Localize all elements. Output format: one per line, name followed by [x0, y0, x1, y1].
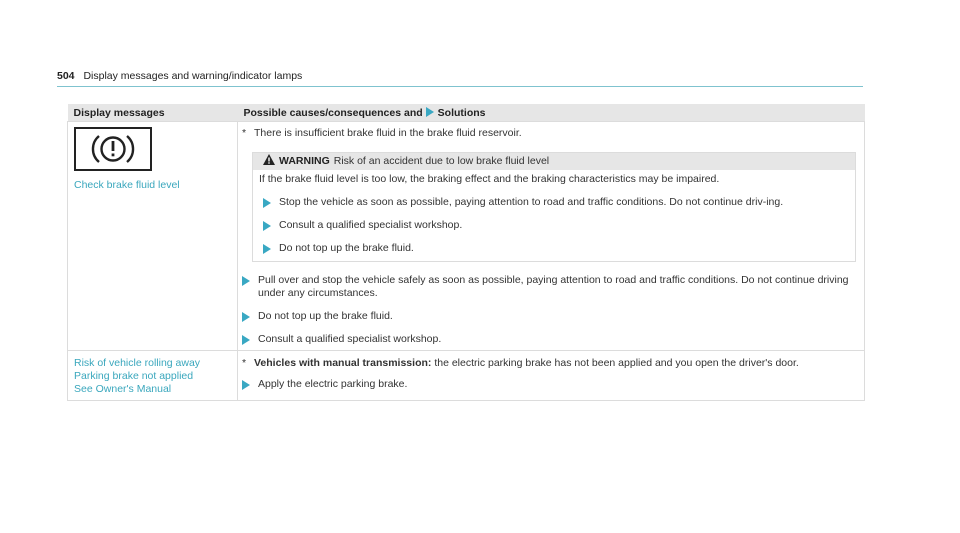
table-header-row	[68, 104, 865, 122]
page-number: 504	[57, 70, 75, 82]
message-cell	[68, 122, 238, 351]
warning-label: WARNING	[279, 155, 330, 167]
warning-title: Risk of an accident due to low brake fluid level	[333, 155, 550, 167]
arrow-icon	[263, 244, 271, 254]
solution-bullet: Apply the electric parking brake.	[238, 378, 864, 391]
warning-triangle-icon	[263, 154, 275, 165]
warning-bullet: Stop the vehicle as soon as possible, paying attention to road and traffic conditions. Do not continue driv-ing.	[259, 196, 849, 209]
brake-warning-icon-graphic	[87, 131, 139, 167]
message-check-brake-fluid: Check brake fluid level	[74, 179, 180, 191]
header-rule	[57, 86, 863, 87]
arrow-icon	[426, 107, 434, 117]
warning-bullet: Do not top up the brake fluid.	[259, 242, 849, 255]
solution-bullet: Pull over and stop the vehicle safely as soon as possible, paying attention to road and traffic conditions. Do not continue driving under any circumstances.	[238, 274, 864, 300]
causes-cell	[238, 351, 865, 401]
arrow-icon	[242, 276, 250, 286]
arrow-icon	[242, 380, 250, 390]
message-parking-brake: Parking brake not applied	[74, 370, 194, 382]
arrow-icon	[242, 335, 250, 345]
warning-box	[252, 152, 856, 262]
arrow-icon	[242, 312, 250, 322]
message-rolling-away: Risk of vehicle rolling away	[74, 357, 201, 369]
col-header-causes: Possible causes/consequences and Solutions	[238, 104, 865, 122]
warning-header	[253, 153, 855, 170]
cause-text: * Vehicles with manual transmission: the electric parking brake has not been applied and you open the driver's door.	[242, 357, 799, 369]
page-header	[57, 70, 863, 82]
message-owners-manual: See Owner's Manual	[74, 383, 172, 395]
arrow-icon	[263, 221, 271, 231]
solution-bullet: Consult a qualified specialist workshop.	[238, 333, 864, 346]
table-row	[68, 122, 865, 351]
causes-cell	[238, 122, 865, 351]
warning-bullet: Consult a qualified specialist workshop.	[259, 219, 849, 232]
cause-text: * There is insufficient brake fluid in the brake fluid reservoir.	[242, 127, 522, 139]
solution-bullet: Do not top up the brake fluid.	[238, 310, 864, 323]
page-header-title: Display messages and warning/indicator lamps	[83, 70, 303, 82]
col-header-display-messages: Display messages	[68, 104, 238, 122]
warning-text: If the brake fluid level is too low, the braking effect and the braking characteristics may be impaired.	[259, 173, 720, 185]
display-messages-table	[67, 104, 865, 401]
table-row	[68, 351, 865, 401]
message-cell	[68, 351, 238, 401]
arrow-icon	[263, 198, 271, 208]
brake-warning-icon	[74, 127, 152, 171]
